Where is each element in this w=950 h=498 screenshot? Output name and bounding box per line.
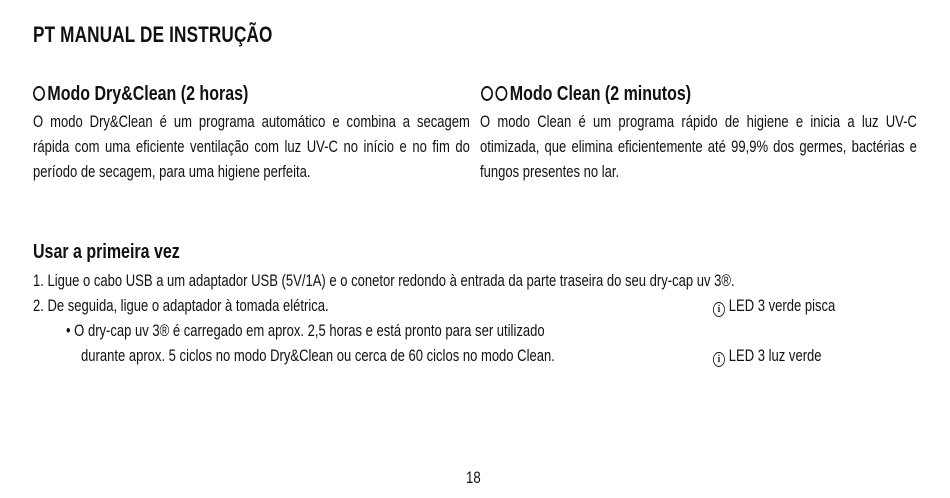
led-note-1-text: LED 3 verde pisca [728, 297, 836, 315]
dryclean-heading [33, 83, 248, 106]
led-note-solid [713, 347, 822, 367]
clean-title: Modo Clean (2 minutos) [509, 83, 692, 105]
two-circles-icon-a [481, 86, 493, 101]
bullet-line-1: • O dry-cap uv 3® é carregado em aprox. 2,5 horas e está pronto para ser utilizado [66, 322, 545, 340]
two-circles-icon-b [495, 86, 507, 101]
dryclean-description [33, 110, 470, 185]
first-use-heading: Usar a primeira vez [33, 241, 180, 263]
page-title: PT MANUAL DE INSTRUÇÃO [33, 22, 273, 47]
led-note-2-text: LED 3 luz verde [728, 347, 822, 365]
info-icon: i [713, 352, 725, 367]
bullet-line-2: durante aprox. 5 ciclos no modo Dry&Clean ou cerca de 60 ciclos no modo Clean. [81, 347, 555, 365]
clean-text: O modo Clean é um programa rápido de higiene e inicia a luz UV-C otimizada, que elimina eficientemente até 99,9% dos germes, bactérias e fungos presentes no lar. [480, 113, 917, 181]
page-number: 18 [466, 469, 481, 487]
dryclean-title: Modo Dry&Clean (2 horas) [47, 83, 249, 105]
info-icon: i [713, 302, 725, 317]
one-circle-icon [33, 86, 45, 101]
clean-description [480, 110, 917, 185]
dryclean-text: O modo Dry&Clean é um programa automático e combina a secagem rápida com uma eficiente ventilação com luz UV-C no início e no fim do período de secagem, para uma higiene perfeita. [33, 113, 470, 181]
led-note-blinking [713, 297, 835, 317]
step-2: 2. De seguida, ligue o adaptador à tomada elétrica. [33, 297, 329, 315]
step-1: 1. Ligue o cabo USB a um adaptador USB (5V/1A) e o conetor redondo à entrada da parte traseira do seu dry-cap uv 3®. [33, 272, 735, 290]
clean-heading [481, 83, 691, 106]
